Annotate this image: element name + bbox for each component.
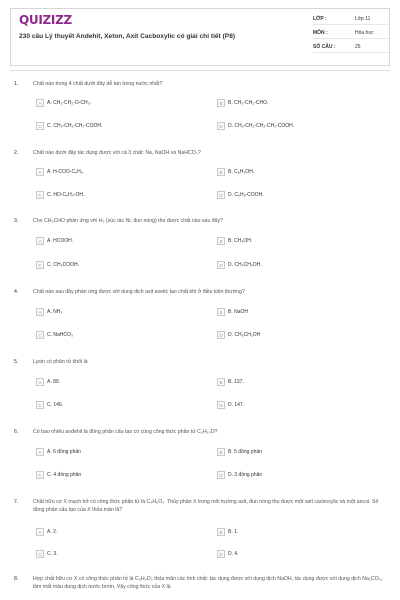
- option-text: B. 5 đồng phân: [228, 449, 262, 455]
- option-letter-box: A: [36, 308, 44, 316]
- option-text: A. CH₃-CH₂-O-CH₃.: [47, 100, 92, 106]
- option-letter-box: B: [217, 237, 225, 245]
- option-text: C. 146.: [47, 402, 64, 408]
- option-text: C. HO-C₆H₄-OH.: [47, 192, 85, 198]
- option-text: C. 3.: [47, 551, 58, 557]
- question-text: Chất nào trong 4 chất dưới đây dễ tan trong nước nhất?: [33, 81, 163, 87]
- option-letter-box: A: [36, 528, 44, 536]
- option-letter-box: D: [217, 261, 225, 269]
- question-number: 2.: [14, 150, 19, 156]
- meta-table: [313, 9, 391, 53]
- option-letter-box: C: [36, 191, 44, 199]
- meta-row-subject: [313, 27, 391, 39]
- option-letter-box: D: [217, 471, 225, 479]
- question-number: 1.: [14, 81, 19, 87]
- option-letter-box: C: [36, 122, 44, 130]
- meta-key: SỐ CÂU :: [313, 44, 336, 50]
- option-text: B. 1.: [228, 529, 239, 535]
- option-text: A. 89.: [47, 379, 61, 385]
- question-text: Chất hữu cơ X mạch hở có công thức phân tử là C₄H₆O₂. Thủy phân X trong môi trường axit, đun nóng thu được một axit cacboxylic và một ancol. Số đồng phân cấu tạo của X thỏa mãn là?: [33, 499, 379, 513]
- question-text: Cho CH₃CHO phản ứng với H₂ (xúc tác Ni, đun nóng) thu được chất nào sau đây?: [33, 218, 224, 224]
- option-text: D. CH₃CH₂OH: [228, 332, 261, 338]
- option-letter-box: A: [36, 99, 44, 107]
- option-text: B. C₆H₅OH.: [228, 169, 255, 175]
- option-text: B. NaOH: [228, 309, 249, 315]
- question-text: Lysin có phân tử khối là: [33, 359, 88, 365]
- option-text: D. CH₃CH₂OH.: [228, 262, 262, 268]
- option-letter-box: B: [217, 528, 225, 536]
- option-letter-box: D: [217, 331, 225, 339]
- question-number: 5.: [14, 359, 19, 365]
- meta-value: 25: [355, 44, 361, 50]
- quizizz-logo: QUIZIZZ: [19, 13, 72, 27]
- option-text: A. H-COO-C₆H₅.: [47, 169, 85, 175]
- option-text: D. C₆H₅-COOH.: [228, 192, 264, 198]
- header-divider: [10, 70, 390, 71]
- option-text: D. 3 đồng phân: [228, 472, 263, 478]
- question-number: 7.: [14, 499, 19, 505]
- meta-row-class: [313, 13, 391, 25]
- option-text: A. NH₃: [47, 309, 63, 315]
- option-text: D. 4.: [228, 551, 239, 557]
- option-letter-box: D: [217, 191, 225, 199]
- option-letter-box: C: [36, 261, 44, 269]
- meta-value: Hóa học: [355, 30, 374, 36]
- option-letter-box: D: [217, 401, 225, 409]
- question-number: 8.: [14, 576, 19, 582]
- option-letter-box: A: [36, 237, 44, 245]
- option-letter-box: B: [217, 99, 225, 107]
- option-text: D. CH₃-CH₂-CH₂-CH₂-COOH.: [228, 123, 295, 129]
- question-text: Có bao nhiêu anđehit là đồng phân cấu tạo có cùng công thức phân tử C₅H₁₀O?: [33, 429, 218, 435]
- question-number: 4.: [14, 289, 19, 295]
- question-number: 6.: [14, 429, 19, 435]
- option-text: B. CH₃-CH₂-CHO.: [228, 100, 269, 106]
- option-letter-box: A: [36, 168, 44, 176]
- question-text: Chất nào sau đây phản ứng được với dung dịch axit axetic tạo chất khí ở điều kiện thường?: [33, 289, 245, 295]
- option-letter-box: A: [36, 448, 44, 456]
- question-text: Hợp chất hữu cơ X có công thức phân tử là C₃H₄O₂ thỏa mãn các tính chất: tác dụng được với dung dịch NaOH, tác dụng được với dung dịch Na₂CO₃, làm mất màu dung dịch nước brom. Vậy công thức của X là: [33, 576, 383, 590]
- option-letter-box: B: [217, 448, 225, 456]
- option-letter-box: B: [217, 378, 225, 386]
- option-letter-box: B: [217, 308, 225, 316]
- document-title: 230 câu Lý thuyết Andehit, Xeton, Axit Cacboxylic có giải chi tiết (P8): [19, 33, 236, 40]
- option-letter-box: C: [36, 471, 44, 479]
- option-text: A. 6 đồng phân: [47, 449, 81, 455]
- option-text: C. NaHCO₃: [47, 332, 73, 338]
- option-text: B. 137.: [228, 379, 244, 385]
- option-text: C. CH₃-CH₂-CH₂-COOH.: [47, 123, 103, 129]
- option-text: C. CH₃COOH.: [47, 262, 80, 268]
- meta-row-count: [313, 41, 391, 53]
- option-text: A. HCOOH.: [47, 238, 74, 244]
- option-text: C. 4 đồng phân: [47, 472, 82, 478]
- option-letter-box: B: [217, 168, 225, 176]
- option-letter-box: D: [217, 550, 225, 558]
- option-text: A. 2.: [47, 529, 58, 535]
- question-text: Chất nào dưới đây tác dụng được với cả 3 chất: Na, NaOH và NaHCO₃?: [33, 150, 201, 156]
- option-text: B. CH₃OH.: [228, 238, 253, 244]
- document-header: [10, 8, 390, 66]
- meta-value: Lớp 11: [355, 16, 371, 22]
- option-letter-box: C: [36, 331, 44, 339]
- option-text: D. 147.: [228, 402, 245, 408]
- meta-key: MÔN :: [313, 30, 328, 36]
- option-letter-box: C: [36, 550, 44, 558]
- question-number: 3.: [14, 218, 19, 224]
- option-letter-box: D: [217, 122, 225, 130]
- option-letter-box: C: [36, 401, 44, 409]
- option-letter-box: A: [36, 378, 44, 386]
- meta-key: LỚP :: [313, 16, 327, 22]
